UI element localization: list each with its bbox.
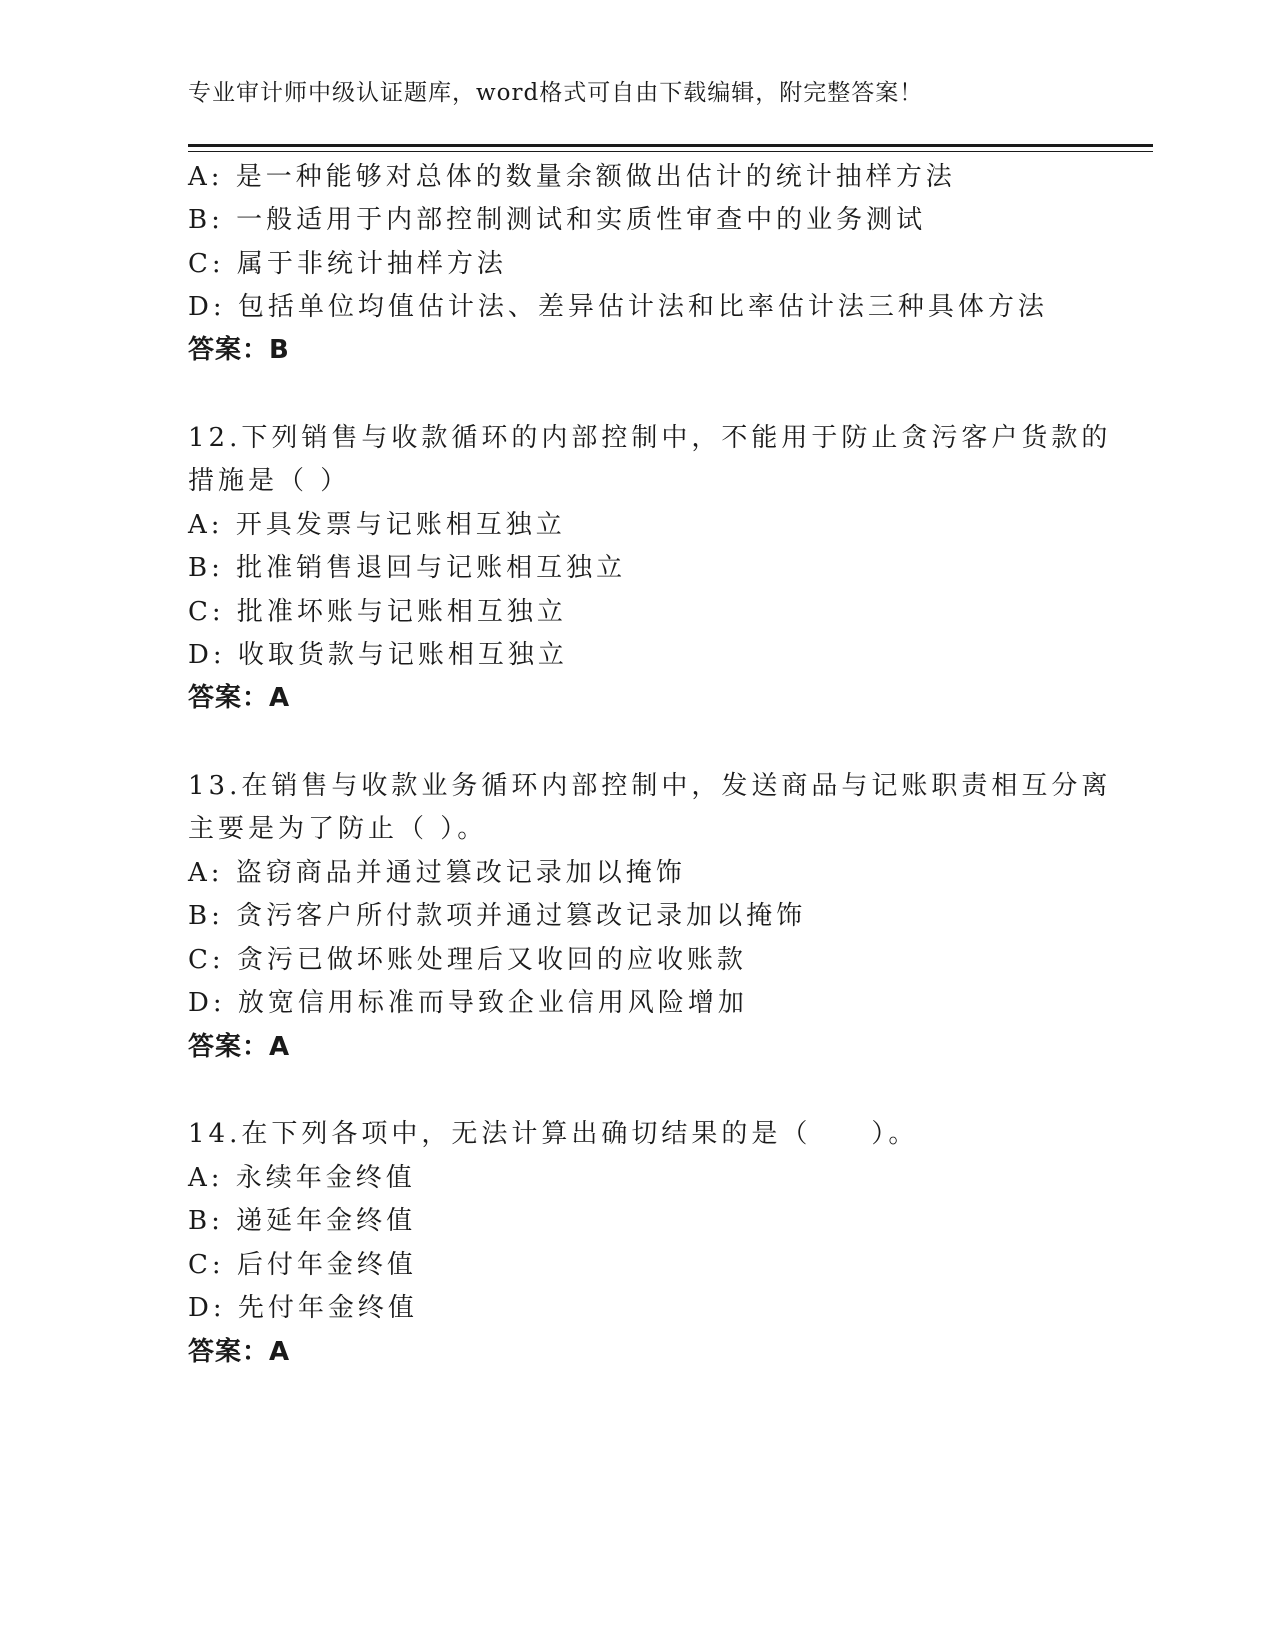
q14-option-a: A: 永续年金终值 [188, 1163, 416, 1193]
q11-option-a: A: 是一种能够对总体的数量余额做出估计的统计抽样方法 [188, 162, 956, 192]
q13-stem-line2: 主要是为了防止（ ）。 [188, 814, 488, 844]
q13-stem-line1: 13.在销售与收款业务循环内部控制中，发送商品与记账职责相互分离 [188, 771, 1112, 801]
q12-option-b: B: 批准销售退回与记账相互独立 [188, 553, 627, 583]
q14-answer: 答案：A [188, 1337, 291, 1367]
q14-option-b: B: 递延年金终值 [188, 1206, 417, 1236]
q12-answer: 答案：A [188, 683, 291, 713]
page-header: 专业审计师中级认证题库，word格式可自由下载编辑，附完整答案！ [188, 80, 924, 106]
q12-stem-line2: 措施是（ ） [188, 466, 351, 496]
q12-stem-line1: 12.下列销售与收款循环的内部控制中，不能用于防止贪污客户货款的 [188, 423, 1112, 453]
q11-option-c: C: 属于非统计抽样方法 [188, 249, 507, 279]
q14-option-c: C: 后付年金终值 [188, 1250, 417, 1280]
q14-stem-line1: 14.在下列各项中，无法计算出确切结果的是（ ）。 [188, 1119, 919, 1149]
q11-option-b: B: 一般适用于内部控制测试和实质性审查中的业务测试 [188, 205, 927, 235]
q13-answer: 答案：A [188, 1032, 291, 1062]
q11-answer: 答案：B [188, 335, 290, 365]
q13-option-b: B: 贪污客户所付款项并通过篡改记录加以掩饰 [188, 901, 807, 931]
q13-option-c: C: 贪污已做坏账处理后又收回的应收账款 [188, 945, 747, 975]
q12-option-d: D: 收取货款与记账相互独立 [188, 640, 568, 670]
q12-option-c: C: 批准坏账与记账相互独立 [188, 597, 567, 627]
header-rule-thick [188, 144, 1153, 147]
q13-option-d: D: 放宽信用标准而导致企业信用风险增加 [188, 988, 748, 1018]
q11-option-d: D: 包括单位均值估计法、差异估计法和比率估计法三种具体方法 [188, 292, 1048, 322]
header-rule-thin [188, 151, 1153, 152]
q14-option-d: D: 先付年金终值 [188, 1293, 418, 1323]
q12-option-a: A: 开具发票与记账相互独立 [188, 510, 566, 540]
q13-option-a: A: 盗窃商品并通过篡改记录加以掩饰 [188, 858, 686, 888]
